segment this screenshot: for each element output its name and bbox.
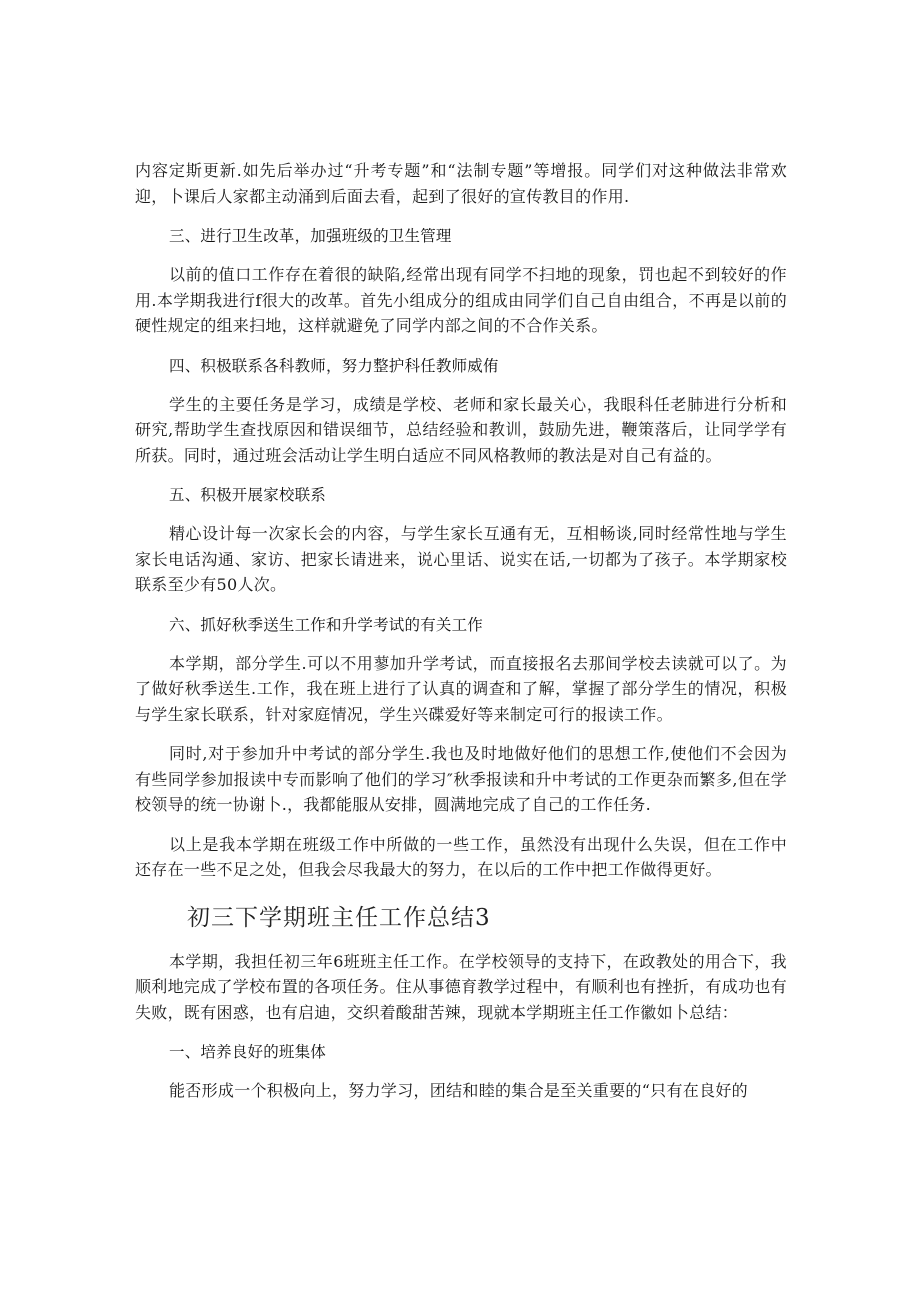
paragraph-hygiene-reform: 以前的值口工作存在着很的缺陷,经常出现有同学不扫地的现象，罚也起不到较好的作用.本学期我进行f很大的改革。首先小组成分的组成由同学们自己自由组合，不再是以前的硬性规定的组来扫地，这样就避免了同学内部之间的不合作关系。 bbox=[135, 265, 787, 335]
heading-teacher-contact: 四、积极联系各科教师，努力整护科任教师威侑 bbox=[169, 356, 499, 375]
paragraph-home-school: 精心设计每一次家长会的内容，与学生家长互通有无，互相畅谈,同时经常性地与学生家长电话沟通、家访、把家长请进来，说心里话、说实在话,一切都为了孩子。本学期家校联系至少有50人次。 bbox=[135, 524, 787, 594]
heading-class-collective: 一、培养良好的班集体 bbox=[169, 1043, 327, 1061]
paragraph-intro: 本学期，我担任初三年6班班主任工作。在学校领导的支持下，在政教处的用合下，我顺利地完成了学校布置的各项任务。住从事德育教学过程中，有顺利也有挫折，有成功也有失败，既有困惑，也有启迪，交织着酸甜苦辣，现就本学期班主任工作徽如卜总结： bbox=[135, 951, 788, 1022]
paragraph-entrance-exam: 同时,对于参加升中考试的部分学生.我也及时地做好他们的思想工作,使他们不会因为有些同学参加报读中专而影响了他们的学习″秋季报读和升中考试的工作更杂而繁多,但在学校领导的统一协谢卜.，我都能服从安排，圆满地完成了自己的工作任务. bbox=[135, 744, 787, 814]
heading-autumn-admission: 六、抓好秋季送生工作和升学考试的有关工作 bbox=[169, 615, 484, 634]
paragraph-autumn-admission: 本学期，部分学生.可以不用蓼加升学考试，而直接报名去那间学校去读就可以了。为了做好秋季送生.工作，我在班上进行了认真的调查和了解，掌握了部分学生的情况，积极与学生家长联系，针对家庭情况，学生兴碟爱好等来制定可行的报读工作。 bbox=[135, 653, 787, 724]
heading-home-school: 五、积极开展家校联系 bbox=[169, 486, 327, 504]
section-title: 初三下学期班主任工作总结3 bbox=[187, 904, 491, 931]
paragraph-conclusion: 以上是我本学期在班级工作中所做的一些工作，虽然没有出现什么失误，但在工作中还存在一些不足之处，但我会尽我最大的努力，在以后的工作中把工作做得更好。 bbox=[135, 834, 787, 879]
heading-hygiene-reform: 三、进行卫生改革，加强班级的卫生管理 bbox=[169, 227, 452, 245]
document-page bbox=[135, 158, 787, 1104]
paragraph-class-collective: 能否形成一个积极向上，努力学习，团结和睦的集合是至关重要的“只有在良好的 bbox=[169, 1081, 748, 1100]
paragraph-bulletin-board: 内容定斯更新.如先后举办过“升考专题”和“法制专题”等增报。同学们对这种做法非常欢迎，卜课后人家都主动涌到后面去看，起到了很好的宣传教目的作用. bbox=[135, 161, 787, 206]
paragraph-teacher-contact: 学生的主要任务是学习，成绩是学校、老师和家长最关心，我眼科任老肺进行分析和研究,帮助学生查找原因和错误细节，总结经验和教训，鼓励先进，鞭策落后，让同学学有所获。同时，通过班会活动让学生明白适应不同风格教师的教法是对自己有益的。 bbox=[135, 394, 787, 465]
